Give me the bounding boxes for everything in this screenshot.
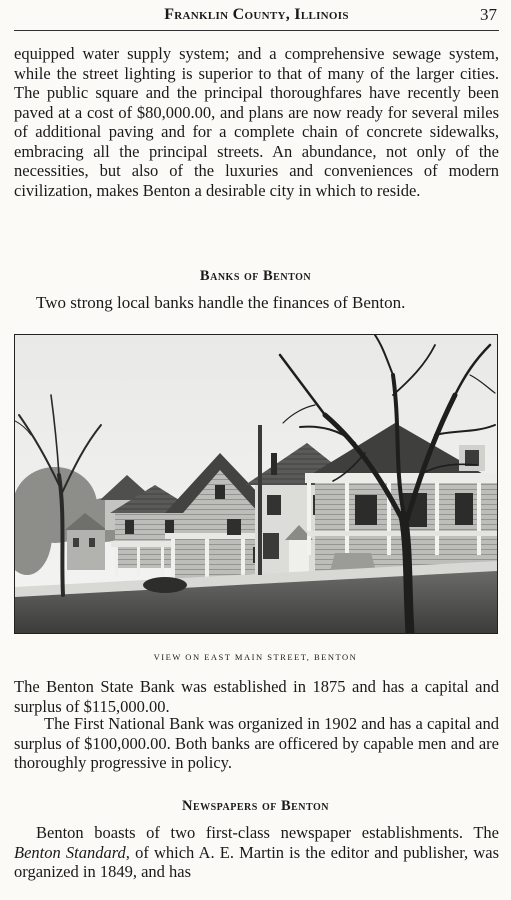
paragraph-city-improvements: equipped water supply system; and a comprehensive sewage system, while the street lighting is superior to that of many of the larger cities. The public square and the principal thoroughfares have recently been paved at a cost of $80,000.00, and plans are now ready for several miles of additional paving and for a complete chain of concrete sidewalks, embracing all the principal streets. An abundance, not only of the necessities, but also of the luxuries and conveniences of modern civilization, makes Benton a desirable city in which to reside. xyxy=(14,44,499,200)
section-heading-banks: Banks of Benton xyxy=(199,268,312,284)
paragraph-state-bank: The Benton State Bank was established in 1875 and has a capital and surplus of $115,000.00. xyxy=(14,677,499,716)
utility-pole xyxy=(258,425,262,575)
paragraph-banks-intro: Two strong local banks handle the finances of Benton. xyxy=(36,293,406,312)
newspaper-title: Benton Standard, xyxy=(14,842,130,862)
photo-caption: VIEW ON EAST MAIN STREET, BENTON xyxy=(153,652,358,662)
shrub xyxy=(143,577,187,593)
paragraph-newspapers-lead: Benton boasts of two first-class newspaper establishments. The xyxy=(36,823,499,842)
paragraph-newspapers-rest: of which A. E. Martin is the editor and publisher, was organized in 1849, and has xyxy=(14,842,499,881)
paragraph-national-bank: The First National Bank was organized in 1902 and has a capital and surplus of $100,000.00. Both banks are officered by capable men and are thoroughly progressive in policy. xyxy=(14,714,499,772)
street-photograph xyxy=(14,334,498,634)
running-title: Franklin County, Illinois xyxy=(164,6,349,23)
running-head xyxy=(14,2,499,31)
paragraph-newspapers xyxy=(14,823,499,882)
page-number: 37 xyxy=(480,5,497,24)
section-heading-newspapers: Newspapers of Benton xyxy=(181,798,330,814)
